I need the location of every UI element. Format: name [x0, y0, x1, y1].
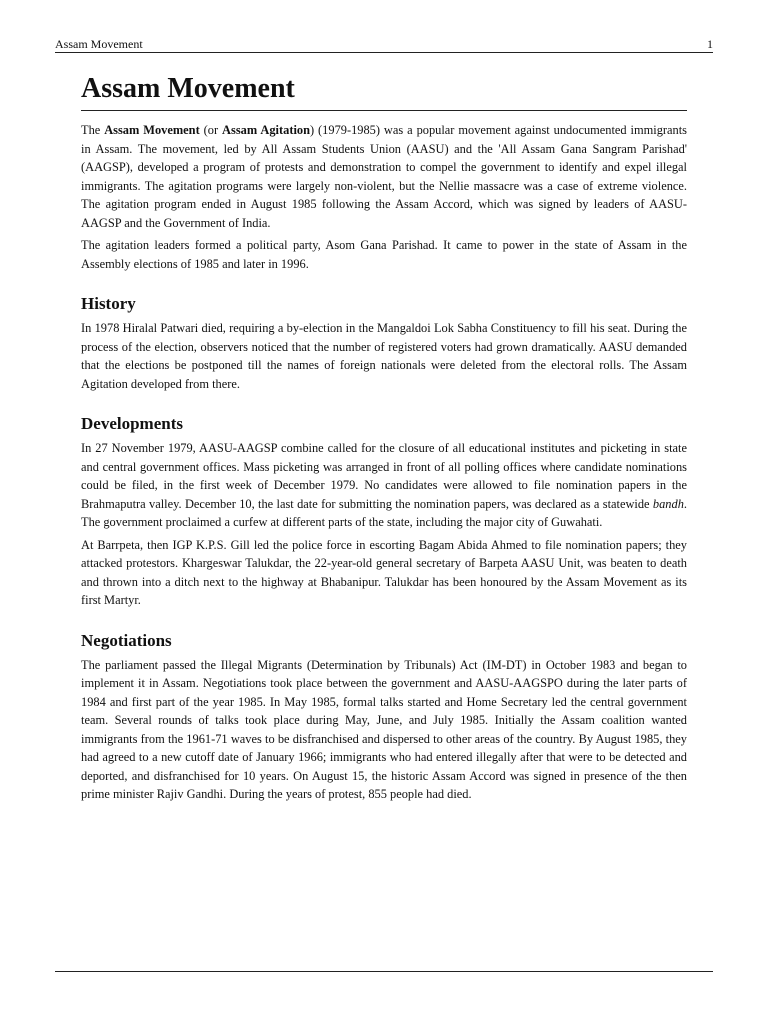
- footer-divider: [55, 971, 713, 972]
- running-header-title: Assam Movement: [55, 37, 143, 51]
- term-assam-movement: Assam Movement: [104, 123, 200, 137]
- section-heading-negotiations: Negotiations: [81, 630, 172, 650]
- term-assam-agitation: Assam Agitation: [222, 123, 310, 137]
- developments-text-1: In 27 November 1979, AASU-AAGSP combine called for the closure of all educational institutes and picketing in state and central government offices. Mass picketing was arranged in front of all polling offices where candidate nominations could be filed, in the first week of December 1979. No candidates were allowed to file nomination papers in the Brahmaputra valley. December 10, the last date for submitting the nomination papers, was declared as a statewide: [81, 441, 687, 511]
- page-number: 1: [707, 37, 713, 51]
- developments-paragraph-2: At Barrpeta, then IGP K.P.S. Gill led the police force in escorting Bagam Abida Ahmed to file nomination papers; they attacked protestors. Khargeswar Talukdar, the 22-year-old general secretary of Barpeta AASU Unit, was beaten to death and thrown into a ditch next to the highway at Bhabanipur. Talukdar has been honoured by the Assam Movement as its first Martyr.: [81, 537, 687, 607]
- section-heading-history: History: [81, 294, 136, 313]
- intro-paragraph-2: The agitation leaders formed a political party, Asom Gana Parishad. It came to power in the state of Assam in the Assembly elections of 1985 and later in 1996.: [81, 238, 687, 271]
- history-paragraph-1: In 1978 Hiralal Patwari died, requiring a by-election in the Mangaldoi Lok Sabha Constituency to fill his seat. During the process of the election, observers noticed that the number of registered voters had grown dramatically. AASU demanded that the elections be postponed till the names of foreign nationals were deleted from the electoral rolls. The Assam Agitation developed from there.: [81, 321, 687, 391]
- intro-paragraph-1: [81, 121, 687, 232]
- article-body: [81, 70, 687, 808]
- intro-text-1: The: [81, 123, 105, 137]
- page-title: Assam Movement: [81, 70, 687, 111]
- running-header: [55, 36, 713, 52]
- section-heading-developments: Developments: [81, 414, 183, 433]
- intro-text-3: ) (1979-1985) was a popular movement against undocumented immigrants in Assam. The movement, led by All Assam Students Union (AASU) and the 'All Assam Gana Sangram Parishad' (AAGSP), developed a program of protests and demonstration to compel the government to identify and expel illegal immigrants. The agitation programs were largely non-violent, but the Nellie massacre was a case of extreme violence. The agitation program ended in August 1985 following the Assam Accord, which was signed by leaders of AASU-AAGSP and the Government of India.: [81, 123, 687, 230]
- intro-text-2: (or: [199, 123, 223, 137]
- developments-text-2: . The government proclaimed a curfew at different parts of the state, including the major city of Guwahati.: [81, 496, 687, 529]
- developments-paragraph-1: [81, 439, 687, 532]
- header-divider: [55, 52, 713, 53]
- negotiations-paragraph-1: The parliament passed the Illegal Migrants (Determination by Tribunals) Act (IM-DT) in October 1983 and began to implement it in Assam. Negotiations took place between the government and AASU-AAGSPO during the later parts of 1984 and first part of the year 1985. In May 1985, formal talks started and Home Secretary led the central government team. Several rounds of talks took place during May, June, and July 1985. Initially the Assam coalition wanted immigrants from the 1961-71 waves to be disfranchised and dispersed to other areas of the country. By August 1985, they had agreed to a new cutoff date of January 1966; immigrants who had entered illegally after that were to be detected and deported, and disfranchised for 10 years. On August 15, the historic Assam Accord was signed in presence of the then prime minister Rajiv Gandhi. During the years of protest, 855 people had died.: [81, 657, 687, 801]
- term-bandh: bandh: [652, 496, 684, 511]
